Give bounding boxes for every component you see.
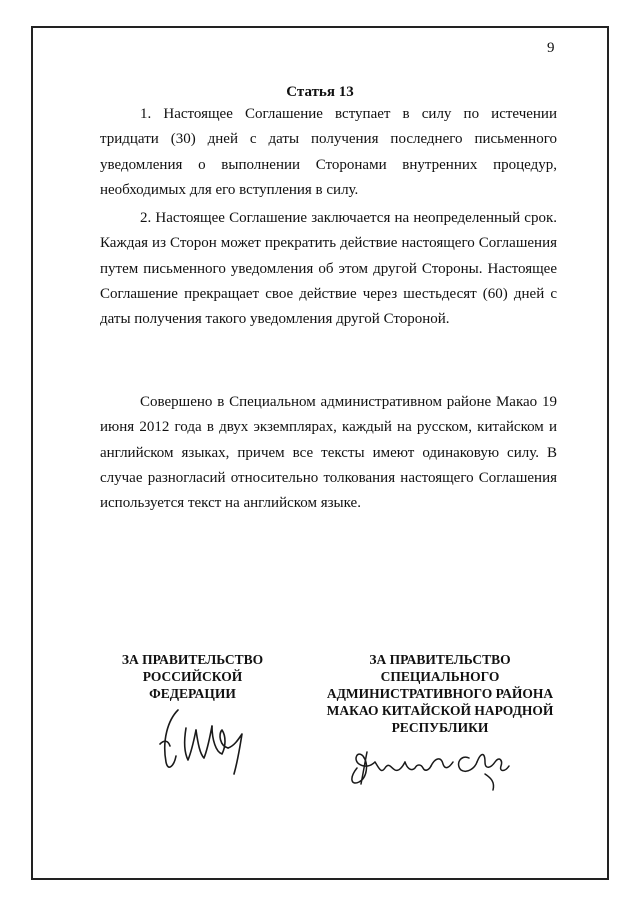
article-title: Статья 13 (286, 84, 354, 100)
closing-clause (100, 390, 557, 516)
signatory-macao (305, 651, 575, 736)
signatory-russia-line: ФЕДЕРАЦИИ (149, 686, 236, 701)
signatory-macao-line: АДМИНИСТРАТИВНОГО РАЙОНА (326, 686, 554, 701)
signatory-macao-line: СПЕЦИАЛЬНОГО (380, 669, 500, 684)
signatory-russia-line: РОССИЙСКОЙ (142, 669, 243, 684)
signatory-macao-line: МАКАО КИТАЙСКОЙ НАРОДНОЙ (326, 703, 554, 718)
closing-paragraph: Совершено в Специальном административном районе Макао 19 июня 2012 года в двух экземплярах, каждый на русском, китайском и английском языках, причем все тексты имеют одинаковую силу. В случае разногласий относительно толкования настоящего Соглашения используется текст на английском языке. (100, 394, 557, 512)
article-paragraph-1: 1. Настоящее Соглашение вступает в силу по истечении тридцати (30) дней с даты получения последнего письменного уведомления о выполнении Сторонами внутренних процедур, необходимых для его вступления в силу. (100, 106, 557, 198)
signatory-russia (100, 651, 285, 702)
signatory-macao-line: РЕСПУБЛИКИ (391, 720, 489, 735)
signature-macao-icon (345, 738, 535, 798)
signatory-russia-line: ЗА ПРАВИТЕЛЬСТВО (121, 652, 264, 667)
article-body (100, 102, 557, 333)
article-paragraph-2: 2. Настоящее Соглашение заключается на неопределенный срок. Каждая из Сторон может прекратить действие настоящего Соглашения путем письменного уведомления об этом другой Стороны. Настоящее Соглашение прекращает свое действие через шестьдесят (60) дней с даты получения такого уведомления другой Стороной. (100, 210, 557, 328)
page-number: 9 (547, 40, 555, 56)
signatory-macao-line: ЗА ПРАВИТЕЛЬСТВО (369, 652, 511, 667)
signature-russia-icon (150, 700, 260, 780)
